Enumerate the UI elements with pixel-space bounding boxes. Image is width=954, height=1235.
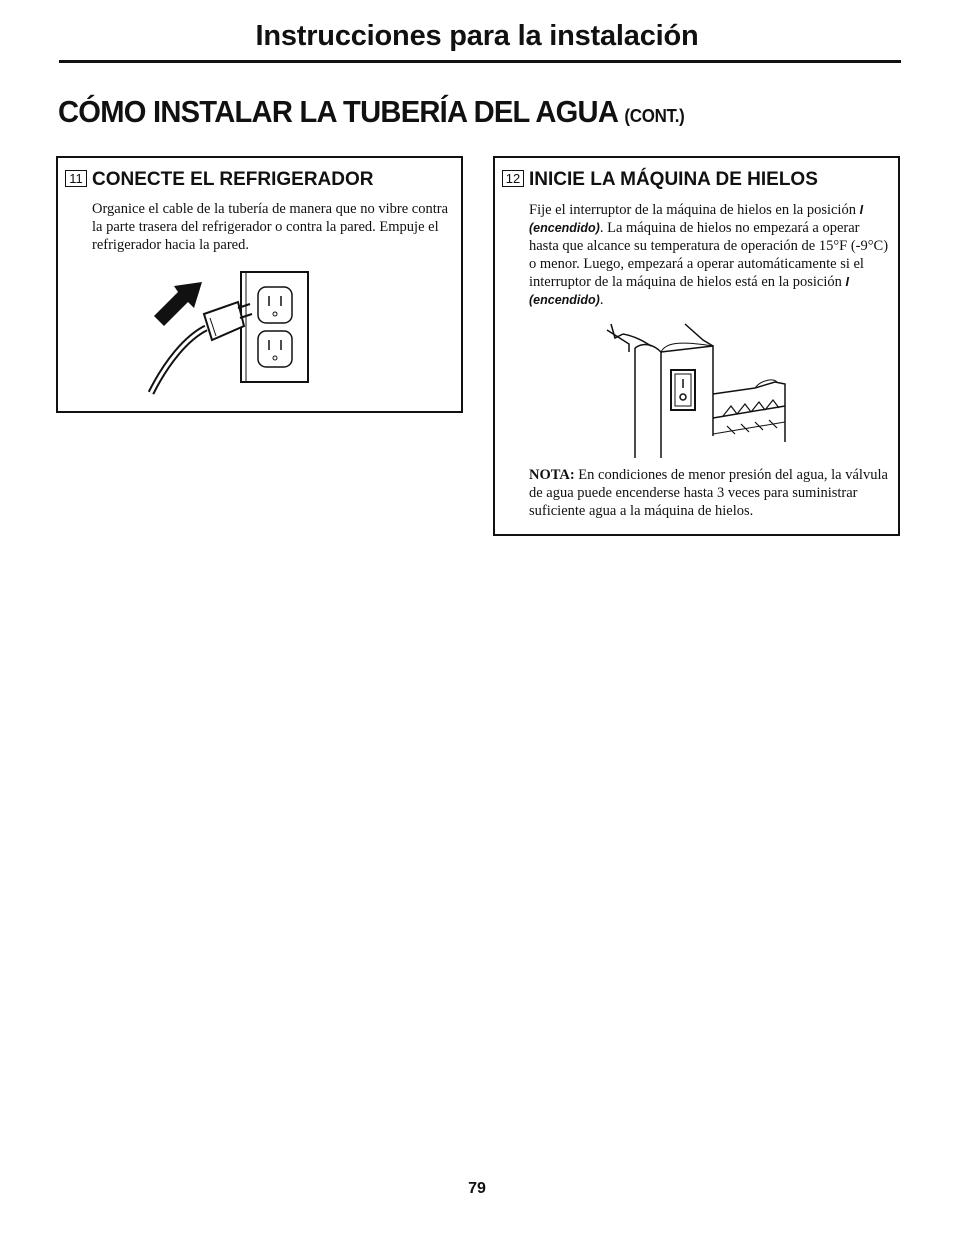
step-11-box	[56, 156, 463, 413]
step-text-part: . La máquina de hielos no empezará a operar hasta que alcance su temperatura de operación de 15°F (-9°C) o menor. Luego, empezará a operar automáticamente si el interruptor de la máquina de hielos está en la posición	[529, 220, 889, 290]
section-title-text: CÓMO INSTALAR LA TUBERÍA DEL AGUA	[58, 94, 618, 129]
step-text	[529, 201, 891, 309]
note-text	[529, 466, 891, 520]
step-text-part: .	[599, 292, 604, 308]
icemaker-switch-illustration	[605, 322, 787, 462]
step-number: 12	[502, 170, 524, 187]
page-header-title: Instrucciones para la instalación	[255, 20, 699, 52]
on-position-label: I (encendido)	[529, 203, 864, 235]
step-12-box	[493, 156, 900, 536]
step-text: Organice el cable de la tubería de manera que no vibre contra la parte trasera del refrigerador o contra la pared. Empuje el refrigerador hacia la pared.	[92, 201, 449, 253]
step-title: INICIE LA MÁQUINA DE HIELOS	[529, 169, 818, 190]
header-rule	[59, 60, 901, 63]
step-title: CONECTE EL REFRIGERADOR	[92, 169, 374, 190]
section-title	[58, 94, 684, 130]
plug-outlet-illustration	[146, 268, 316, 403]
section-title-cont: (CONT.)	[624, 106, 685, 126]
step-number: 11	[65, 170, 87, 187]
note-label: NOTA:	[529, 467, 575, 483]
on-position-label: I (encendido)	[529, 275, 849, 307]
page-number: 79	[468, 1180, 486, 1197]
step-text-part: Fije el interruptor de la máquina de hielos en la posición	[529, 202, 860, 218]
note-body: En condiciones de menor presión del agua, la válvula de agua puede encenderse hasta 3 veces para suministrar suficiente agua a la máquina de hielos.	[529, 467, 888, 519]
